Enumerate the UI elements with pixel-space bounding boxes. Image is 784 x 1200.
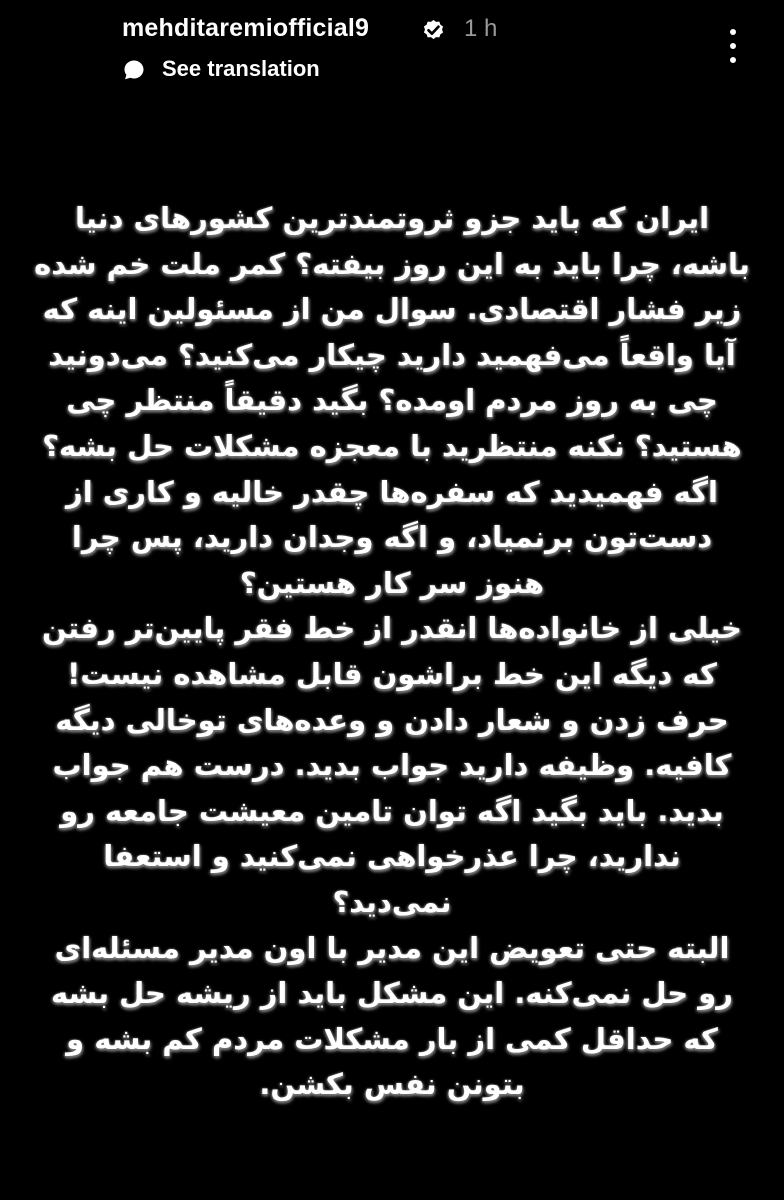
- story-line: بتونن نفس بکشن.: [259, 1067, 525, 1102]
- story-line: هستید؟ نکنه منتظرید با معجزه مشکلات حل بشه؟: [42, 428, 742, 463]
- verified-badge-icon: [420, 16, 447, 43]
- story-line: اگه فهمیدید که سفره‌ها چقدر خالیه و کاری از: [66, 474, 718, 509]
- story-line: آیا واقعاً می‌فهمید دارید چیکار می‌کنید؟ می‌دونید: [48, 337, 736, 372]
- story-line: ندارید، چرا عذرخواهی نمی‌کنید و استعفا: [103, 839, 681, 874]
- story-line: که حداقل کمی از بار مشکلات مردم کم بشه و: [66, 1021, 718, 1056]
- story-line: بدید. باید بگید اگه توان تامین معیشت جامعه رو: [60, 793, 724, 828]
- story-line: چی به روز مردم اومده؟ بگید دقیقاً منتظر چی: [66, 383, 718, 418]
- story-line: البته حتی تعویض این مدیر با اون مدیر مسئله‌ای: [54, 930, 730, 965]
- story-line: ایران که باید جزو ثروتمندترین کشورهای دنیا: [74, 201, 710, 235]
- story-line: که دیگه این خط براشون قابل مشاهده نیست!: [67, 656, 717, 691]
- story-line: زیر فشار اقتصادی. سوال من از مسئولین اینه که: [42, 292, 742, 327]
- translate-bubble-icon: [122, 58, 146, 82]
- story-header: [0, 0, 784, 100]
- more-vertical-icon[interactable]: [718, 26, 748, 66]
- story-line: نمی‌دید؟: [332, 884, 452, 919]
- story-text: [20, 196, 764, 1156]
- story-line: باشه، چرا باید به این روز بیفته؟ کمر ملت خم شده: [34, 246, 750, 281]
- see-translation-label: See translation: [162, 56, 320, 81]
- story-line: حرف زدن و شعار دادن و وعده‌های توخالی دیگه: [55, 702, 729, 737]
- story-line: هنوز سر کار هستین؟: [239, 565, 545, 600]
- story-line: دست‌تون برنمیاد، و اگه وجدان دارید، پس چرا: [71, 520, 713, 555]
- story-line: رو حل نمی‌کنه. این مشکل باید از ریشه حل بشه: [51, 976, 733, 1011]
- story-line: کافیه. وظیفه دارید جواب بدید. درست هم جواب: [52, 748, 732, 783]
- username[interactable]: mehditaremiofficial9: [122, 14, 370, 42]
- story-line: خیلی از خانواده‌ها انقدر از خط فقر پایین‌تر رفتن: [42, 611, 742, 646]
- post-time: 1 h: [464, 15, 498, 42]
